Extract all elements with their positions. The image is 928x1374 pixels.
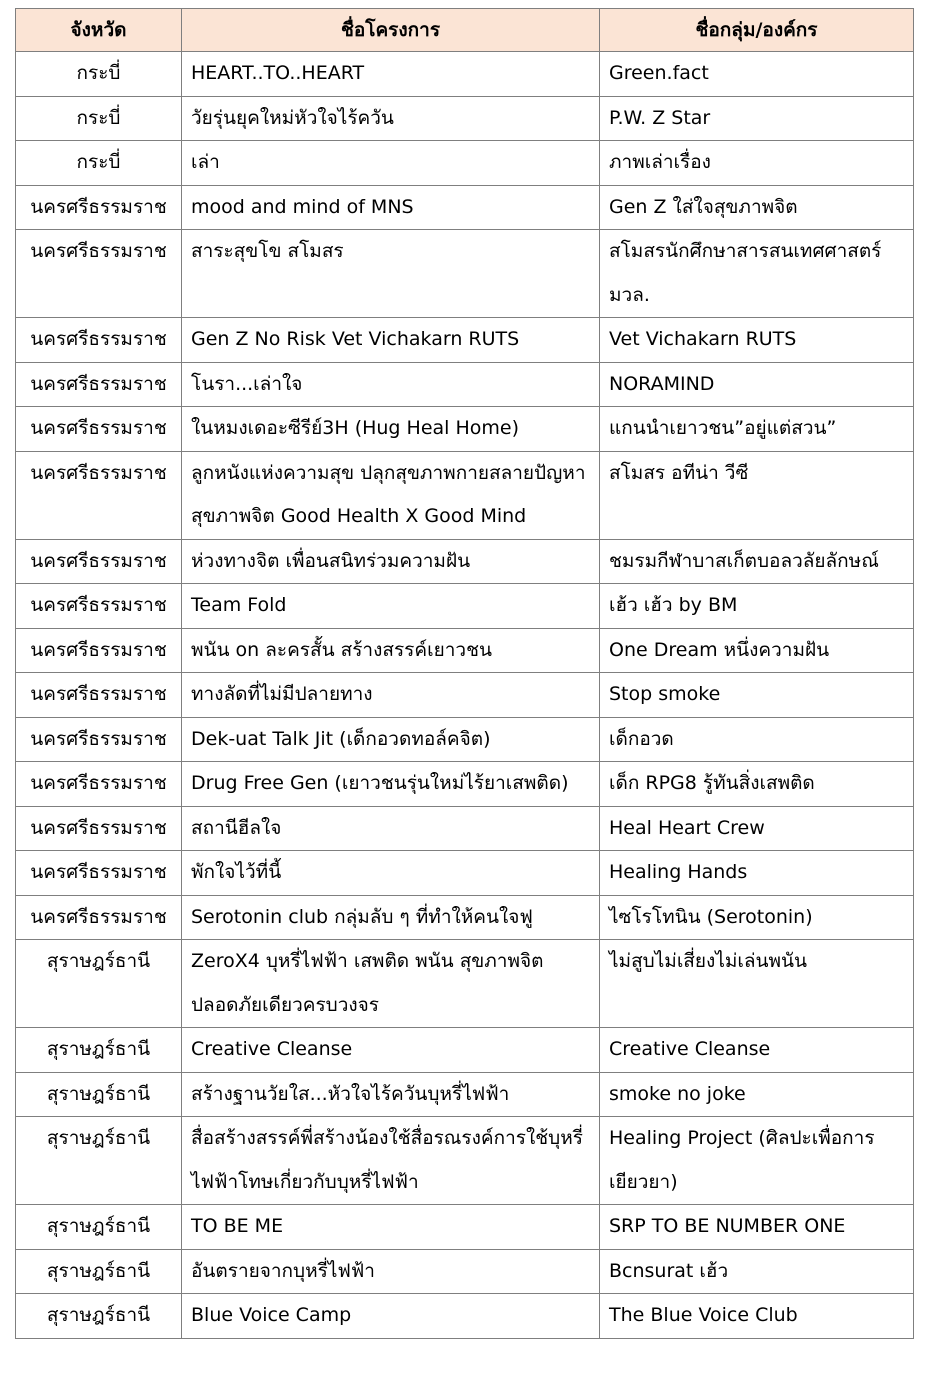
cell-group: smoke no joke [600, 1072, 914, 1117]
cell-group: P.W. Z Star [600, 96, 914, 141]
cell-province: นครศรีธรรมราช [16, 407, 182, 452]
cell-group: เด็ก RPG8 รู้ทันสิ่งเสพติด [600, 762, 914, 807]
cell-project: พนัน on ละครสั้น สร้างสรรค์เยาวชน [182, 628, 600, 673]
cell-project: Creative Cleanse [182, 1028, 600, 1073]
table-row [16, 451, 914, 539]
cell-group: แกนนำเยาวชน”อยู่แต่สวน” [600, 407, 914, 452]
cell-group: ภาพเล่าเรื่อง [600, 141, 914, 186]
cell-project: สื่อสร้างสรรค์พี่สร้างน้องใช้สื่อรณรงค์การใช้บุหรี่ไฟฟ้าโทษเกี่ยวกับบุหรี่ไฟฟ้า [182, 1117, 600, 1205]
cell-group: One Dream หนึ่งความฝัน [600, 628, 914, 673]
cell-province: นครศรีธรรมราช [16, 185, 182, 230]
cell-project: TO BE ME [182, 1205, 600, 1250]
cell-province: นครศรีธรรมราช [16, 318, 182, 363]
cell-project: สาระสุขโข สโมสร [182, 230, 600, 318]
cell-project: Dek-uat Talk Jit (เด็กอวดทอล์คจิต) [182, 717, 600, 762]
cell-group: สโมสรนักศึกษาสารสนเทศศาสตร์ มวล. [600, 230, 914, 318]
table-row [16, 141, 914, 186]
cell-province: นครศรีธรรมราช [16, 362, 182, 407]
table-row [16, 895, 914, 940]
cell-project: ทางลัดที่ไม่มีปลายทาง [182, 673, 600, 718]
cell-group: The Blue Voice Club [600, 1294, 914, 1339]
cell-province: นครศรีธรรมราช [16, 628, 182, 673]
cell-province: สุราษฎร์ธานี [16, 940, 182, 1028]
table-row [16, 362, 914, 407]
cell-province: กระบี่ [16, 141, 182, 186]
cell-project: โนรา...เล่าใจ [182, 362, 600, 407]
cell-province: นครศรีธรรมราช [16, 806, 182, 851]
cell-project: Gen Z No Risk Vet Vichakarn RUTS [182, 318, 600, 363]
cell-province: นครศรีธรรมราช [16, 851, 182, 896]
cell-group: Creative Cleanse [600, 1028, 914, 1073]
cell-province: นครศรีธรรมราช [16, 539, 182, 584]
table-row [16, 762, 914, 807]
cell-project: Blue Voice Camp [182, 1294, 600, 1339]
cell-project: Drug Free Gen (เยาวชนรุ่นใหม่ไร้ยาเสพติด) [182, 762, 600, 807]
cell-group: Vet Vichakarn RUTS [600, 318, 914, 363]
table-row [16, 628, 914, 673]
project-table [15, 8, 914, 1339]
header-row [16, 9, 914, 52]
table-row [16, 673, 914, 718]
cell-province: สุราษฎร์ธานี [16, 1117, 182, 1205]
cell-province: กระบี่ [16, 52, 182, 97]
cell-project: mood and mind of MNS [182, 185, 600, 230]
cell-group: Stop smoke [600, 673, 914, 718]
cell-project: ห่วงทางจิต เพื่อนสนิทร่วมความฝัน [182, 539, 600, 584]
cell-project: ลูกหนังแห่งความสุข ปลุกสุขภาพกายสลายปัญหาสุขภาพจิต Good Health X Good Mind [182, 451, 600, 539]
table-row [16, 717, 914, 762]
cell-province: สุราษฎร์ธานี [16, 1072, 182, 1117]
cell-group: Green.fact [600, 52, 914, 97]
cell-group: Gen Z ใส่ใจสุขภาพจิต [600, 185, 914, 230]
header-province: จังหวัด [16, 9, 182, 52]
cell-group: Healing Project (ศิลปะเพื่อการเยียวยา) [600, 1117, 914, 1205]
table-row [16, 539, 914, 584]
table-row [16, 940, 914, 1028]
table-row [16, 584, 914, 629]
table-body [16, 52, 914, 1339]
cell-province: สุราษฎร์ธานี [16, 1028, 182, 1073]
cell-project: เล่า [182, 141, 600, 186]
cell-project: วัยรุ่นยุคใหม่หัวใจไร้ควัน [182, 96, 600, 141]
cell-group: เฮ้ว เฮ้ว by BM [600, 584, 914, 629]
cell-project: ในหมงเดอะซีรีย์3H (Hug Heal Home) [182, 407, 600, 452]
table-row [16, 1117, 914, 1205]
table-row [16, 1072, 914, 1117]
cell-project: Serotonin club กลุ่มลับ ๆ ที่ทำให้คนใจฟู [182, 895, 600, 940]
cell-project: สร้างฐานวัยใส...หัวใจไร้ควันบุหรี่ไฟฟ้า [182, 1072, 600, 1117]
cell-group: เด็กอวด [600, 717, 914, 762]
cell-project: ZeroX4 บุหรี่ไฟฟ้า เสพติด พนัน สุขภาพจิต ปลอดภัยเดียวครบวงจร [182, 940, 600, 1028]
cell-province: นครศรีธรรมราช [16, 584, 182, 629]
table-row [16, 1294, 914, 1339]
cell-province: นครศรีธรรมราช [16, 717, 182, 762]
cell-project: พักใจไว้ที่นี้ [182, 851, 600, 896]
cell-province: สุราษฎร์ธานี [16, 1249, 182, 1294]
cell-group: Bcnsurat เฮ้ว [600, 1249, 914, 1294]
table-row [16, 407, 914, 452]
table-row [16, 1028, 914, 1073]
table-row [16, 851, 914, 896]
cell-group: NORAMIND [600, 362, 914, 407]
table-row [16, 52, 914, 97]
header-project: ชื่อโครงการ [182, 9, 600, 52]
cell-group: ไม่สูบไม่เสี่ยงไม่เล่นพนัน [600, 940, 914, 1028]
cell-project: อันตรายจากบุหรี่ไฟฟ้า [182, 1249, 600, 1294]
table-row [16, 230, 914, 318]
cell-province: นครศรีธรรมราช [16, 895, 182, 940]
cell-province: นครศรีธรรมราช [16, 762, 182, 807]
table-row [16, 1205, 914, 1250]
cell-project: HEART..TO..HEART [182, 52, 600, 97]
table-row [16, 318, 914, 363]
table-row [16, 806, 914, 851]
cell-group: สโมสร อทีน่า วีซี [600, 451, 914, 539]
cell-province: กระบี่ [16, 96, 182, 141]
cell-group: ชมรมกีฬาบาสเก็ตบอลวลัยลักษณ์ [600, 539, 914, 584]
cell-group: Heal Heart Crew [600, 806, 914, 851]
cell-province: นครศรีธรรมราช [16, 673, 182, 718]
cell-province: นครศรีธรรมราช [16, 230, 182, 318]
cell-project: Team Fold [182, 584, 600, 629]
cell-province: สุราษฎร์ธานี [16, 1294, 182, 1339]
cell-group: ไซโรโทนิน (Serotonin) [600, 895, 914, 940]
header-group: ชื่อกลุ่ม/องค์กร [600, 9, 914, 52]
table-row [16, 185, 914, 230]
cell-province: นครศรีธรรมราช [16, 451, 182, 539]
cell-group: Healing Hands [600, 851, 914, 896]
cell-province: สุราษฎร์ธานี [16, 1205, 182, 1250]
table-row [16, 1249, 914, 1294]
table-row [16, 96, 914, 141]
cell-project: สถานีฮีลใจ [182, 806, 600, 851]
cell-group: SRP TO BE NUMBER ONE [600, 1205, 914, 1250]
